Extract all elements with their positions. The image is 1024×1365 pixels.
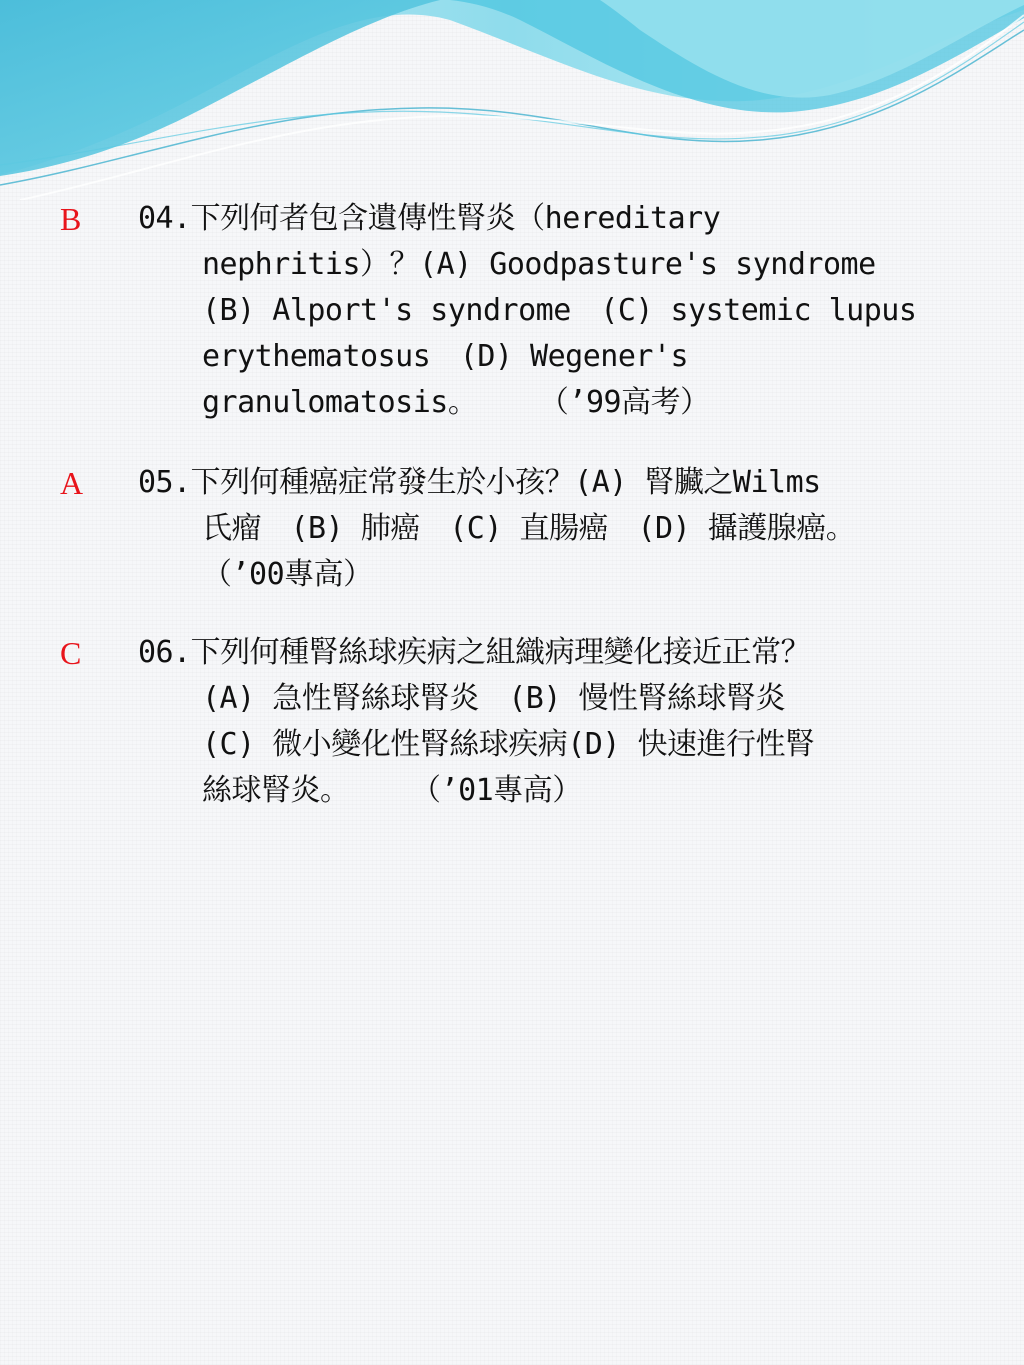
question-line: erythematosus (D) Wegener's — [202, 339, 689, 374]
question-line: (C) 微小變化性腎絲球疾病(D) 快速進行性腎 — [202, 727, 815, 762]
question-line: 04.下列何者包含遺傳性腎炎（hereditary — [138, 201, 721, 236]
question-line: nephritis）？(A) Goodpasture's syndrome — [202, 247, 876, 282]
answer-key: B — [60, 201, 82, 237]
question-line: (A) 急性腎絲球腎炎 (B) 慢性腎絲球腎炎 — [202, 681, 785, 716]
question-line: (B) Alport's syndrome (C) systemic lupus — [202, 293, 917, 328]
question-line: 絲球腎炎。 （’01專高） — [202, 773, 582, 808]
answer-key: C — [60, 635, 82, 671]
answer-key: A — [60, 465, 84, 501]
question-line: granulomatosis。 （’99高考） — [202, 385, 710, 420]
question-line: 氏瘤 (B) 肺癌 (C) 直腸癌 (D) 攝護腺癌。 — [202, 511, 856, 546]
question-line: （’00專高） — [202, 557, 373, 592]
question-line: 06.下列何種腎絲球疾病之組織病理變化接近正常？ — [138, 635, 811, 670]
question-line: 05.下列何種癌症常發生於小孩？(A) 腎臟之Wilms — [138, 465, 821, 500]
